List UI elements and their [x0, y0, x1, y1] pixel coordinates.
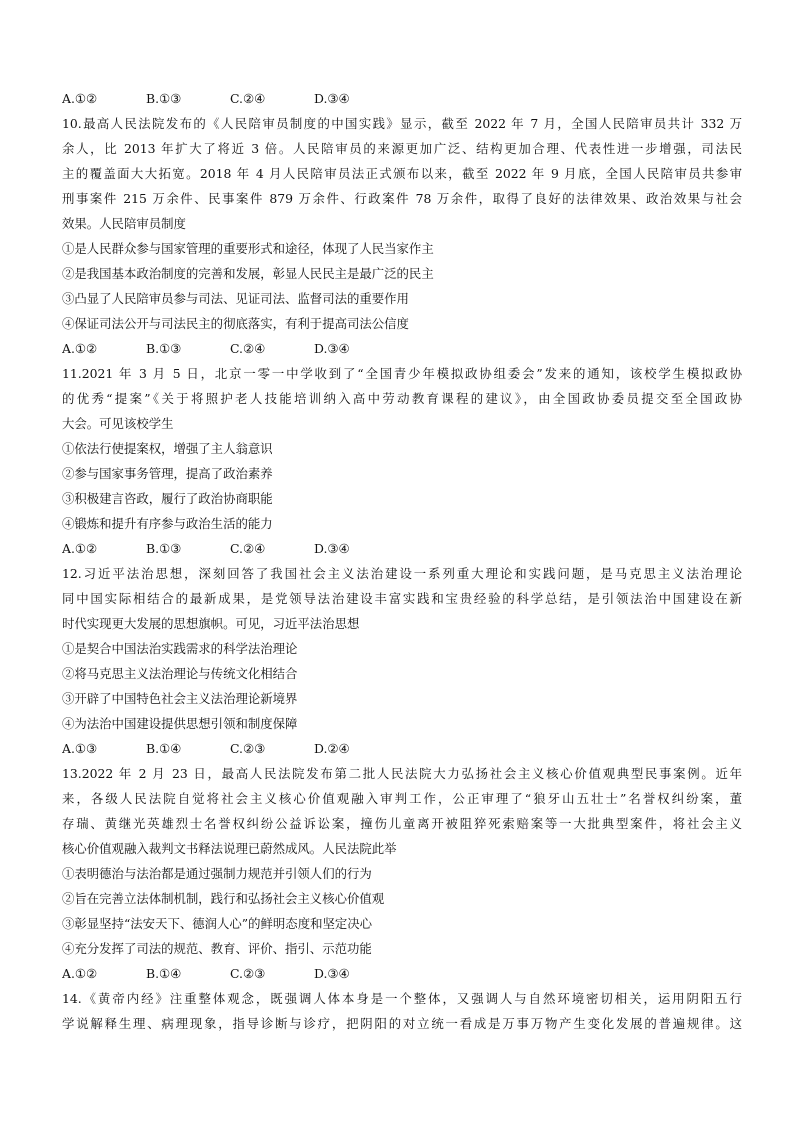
- choice-a[interactable]: A.①②: [62, 91, 98, 106]
- question-stem-line: 14.《黄帝内经》注重整体观念，既强调人体本身是一个整体，又强调人与自然环境密切相关，运用阴阳五行: [62, 991, 742, 1006]
- choice-a[interactable]: A.①②: [62, 966, 98, 981]
- question-13: [62, 761, 742, 986]
- previous-question-choices: [62, 86, 742, 111]
- question-stem-line: 11.2021 年 3 月 5 日，北京一零一中学收到了“全国青少年模拟政协组委会”发来的通知，该校学生模拟政协: [62, 366, 742, 381]
- question-11: [62, 361, 742, 561]
- question-stem-line: 效果。人民陪审员制度: [62, 216, 186, 231]
- choice-b[interactable]: B.①④: [146, 741, 182, 756]
- question-stem-line: 刑事案件 215 万余件、民事案件 879 万余件、行政案件 78 万余件，取得了良好的法律效果、政治效果与社会: [62, 191, 742, 206]
- statement: ③凸显了人民陪审员参与司法、见证司法、监督司法的重要作用: [62, 291, 409, 306]
- question-stem-line: 12.习近平法治思想，深刻回答了我国社会主义法治建设一系列重大理论和实践问题，是马克思主义法治理论: [62, 566, 742, 581]
- choice-b[interactable]: B.①③: [146, 541, 182, 556]
- choice-c[interactable]: C.②③: [230, 741, 266, 756]
- choice-d[interactable]: D.③④: [314, 966, 350, 981]
- statement: ①是人民群众参与国家管理的重要形式和途径，体现了人民当家作主: [62, 241, 434, 256]
- statement: ③开辟了中国特色社会主义法治理论新境界: [62, 691, 298, 706]
- question-stem-line: 时代实现更大发展的思想旗帜。可见，习近平法治思想: [62, 616, 360, 631]
- answer-choices: [62, 961, 742, 986]
- question-stem-line: 余人，比 2013 年扩大了将近 3 倍。人民陪审员的来源更加广泛、结构更加合理、代表性进一步增强，司法民: [62, 141, 742, 156]
- question-stem-line: 同中国实际相结合的最新成果，是党领导法治建设丰富实践和宝贵经验的科学总结，是引领法治中国建设在新: [62, 591, 742, 606]
- choice-d[interactable]: D.③④: [314, 541, 350, 556]
- statement: ②参与国家事务管理，提高了政治素养: [62, 466, 273, 481]
- question-stem-line: 存瑞、黄继光英雄烈士名誉权纠纷公益诉讼案，撞伤儿童离开被阻猝死索赔案等一大批典型案件，将社会主义: [62, 816, 742, 831]
- choice-a[interactable]: A.①③: [62, 741, 98, 756]
- statement: ②是我国基本政治制度的完善和发展，彰显人民民主是最广泛的民主: [62, 266, 434, 281]
- statement: ④锻炼和提升有序参与政治生活的能力: [62, 516, 273, 531]
- choice-c[interactable]: C.②④: [230, 341, 266, 356]
- statement: ①依法行使提案权，增强了主人翁意识: [62, 441, 273, 456]
- question-12: [62, 561, 742, 761]
- statement: ①是契合中国法治实践需求的科学法治理论: [62, 641, 298, 656]
- choice-b[interactable]: B.①④: [146, 966, 182, 981]
- statement: ④充分发挥了司法的规范、教育、评价、指引、示范功能: [62, 941, 372, 956]
- question-stem-line: 学说解释生理、病理现象，指导诊断与诊疗，把阴阳的对立统一看成是万事万物产生变化发展的普遍规律。这: [62, 1016, 742, 1031]
- statement: ④为法治中国建设提供思想引领和制度保障: [62, 716, 298, 731]
- statement: ③彰显坚持“法安天下、德润人心”的鲜明态度和坚定决心: [62, 916, 373, 931]
- choice-a[interactable]: A.①②: [62, 341, 98, 356]
- question-stem-line: 10.最高人民法院发布的《人民陪审员制度的中国实践》显示，截至 2022 年 7 月，全国人民陪审员共计 332 万: [62, 116, 742, 131]
- choice-a[interactable]: A.①②: [62, 541, 98, 556]
- exam-page: [62, 86, 742, 1036]
- choice-b[interactable]: B.①③: [146, 341, 182, 356]
- choice-c[interactable]: C.②③: [230, 966, 266, 981]
- question-14: [62, 986, 742, 1036]
- question-stem-line: 的优秀“提案”《关于将照护老人技能培训纳入高中劳动教育课程的建议》，由全国政协委员提交至全国政协: [62, 391, 742, 406]
- question-stem-line: 来，各级人民法院自觉将社会主义核心价值观融入审判工作，公正审理了“狼牙山五壮士”名誉权纠纷案，董: [62, 791, 742, 806]
- statement: ③积极建言咨政，履行了政治协商职能: [62, 491, 273, 506]
- statement: ①表明德治与法治都是通过强制力规范并引领人们的行为: [62, 866, 372, 881]
- choice-c[interactable]: C.②④: [230, 91, 266, 106]
- choice-c[interactable]: C.②④: [230, 541, 266, 556]
- question-10: [62, 111, 742, 361]
- question-stem-line: 大会。可见该校学生: [62, 416, 174, 431]
- answer-choices: [62, 536, 742, 561]
- choice-d[interactable]: D.③④: [314, 341, 350, 356]
- choice-d[interactable]: D.②④: [314, 741, 350, 756]
- statement: ②旨在完善立法体制机制，践行和弘扬社会主义核心价值观: [62, 891, 385, 906]
- statement: ②将马克思主义法治理论与传统文化相结合: [62, 666, 298, 681]
- answer-choices: [62, 736, 742, 761]
- answer-choices: [62, 336, 742, 361]
- choice-d[interactable]: D.③④: [314, 91, 350, 106]
- question-stem-line: 核心价值观融入裁判文书释法说理已蔚然成风。人民法院此举: [62, 841, 397, 856]
- question-stem-line: 13.2022 年 2 月 23 日，最高人民法院发布第二批人民法院大力弘扬社会主义核心价值观典型民事案例。近年: [62, 766, 742, 781]
- question-stem-line: 主的覆盖面大大拓宽。2018 年 4 月人民陪审员法正式颁布以来，截至 2022 年 9 月底，全国人民陪审员共参审: [62, 166, 742, 181]
- choice-b[interactable]: B.①③: [146, 91, 182, 106]
- statement: ④保证司法公开与司法民主的彻底落实，有利于提高司法公信度: [62, 316, 409, 331]
